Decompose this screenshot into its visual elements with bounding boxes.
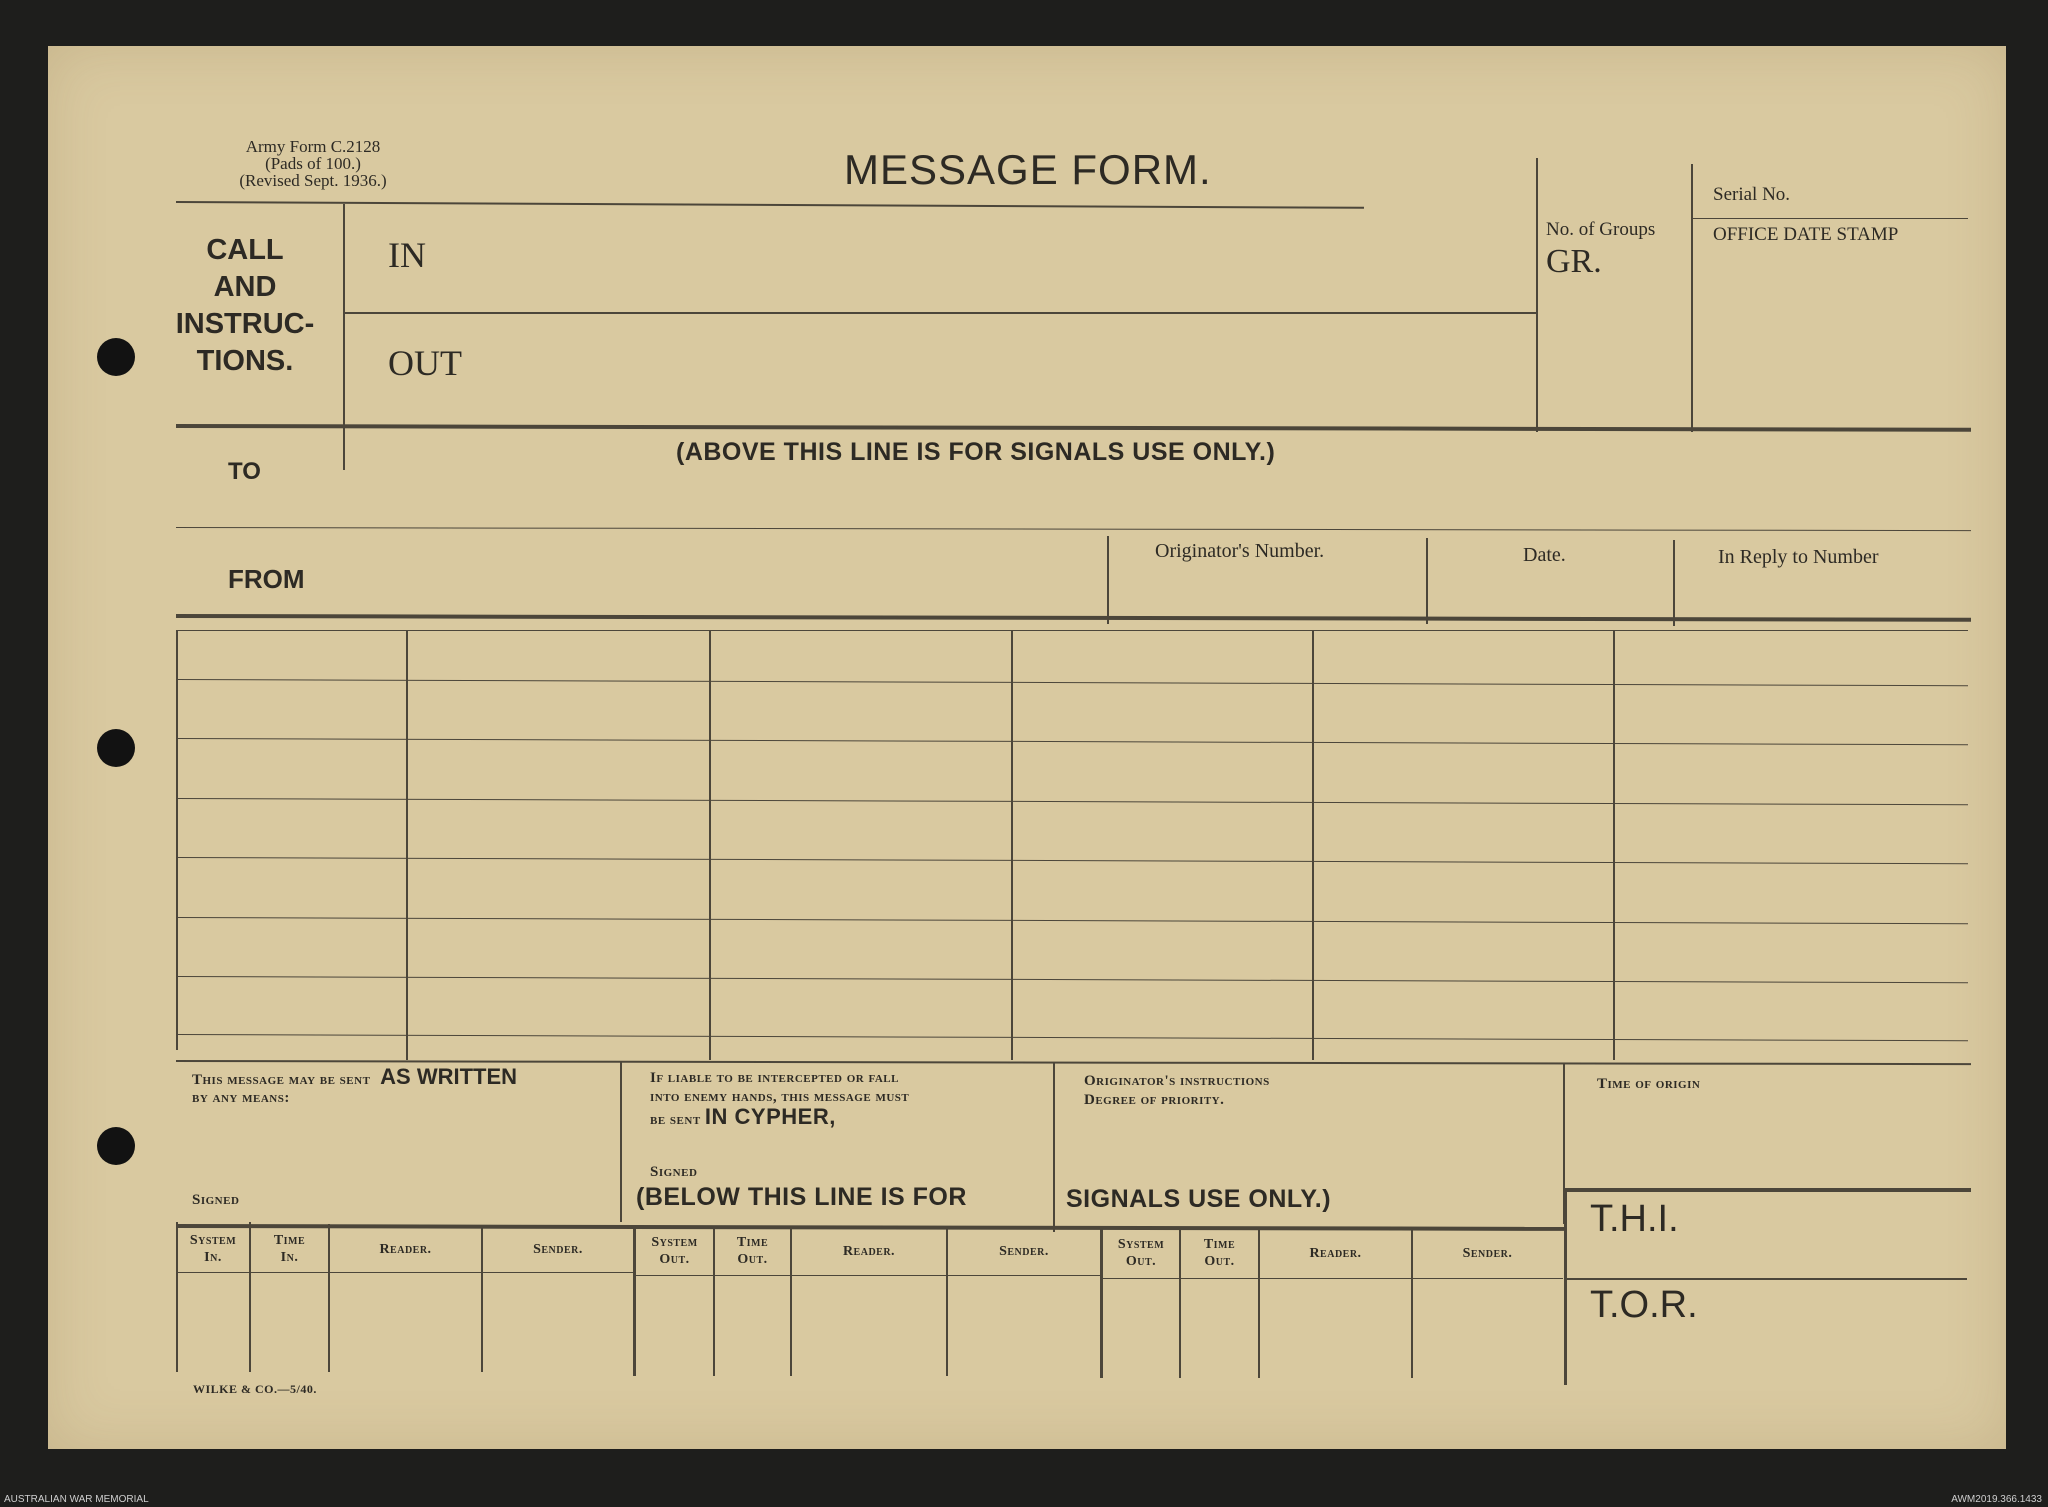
- reader-header-2: Reader.: [842, 1244, 896, 1259]
- instruc-label: INSTRUC-: [175, 308, 315, 340]
- above-line-notice: (ABOVE THIS LINE IS FOR SIGNALS USE ONLY.): [676, 438, 1276, 466]
- as-written-line: [192, 1064, 517, 1090]
- originators-instructions: [1084, 1072, 1270, 1110]
- from-label: FROM: [228, 564, 305, 594]
- time-out-header-1: [714, 1234, 791, 1268]
- header-line: [176, 201, 1364, 209]
- signals-line-above: [176, 424, 1971, 432]
- reader-header-3: Reader.: [1309, 1246, 1362, 1261]
- call-label: CALL: [206, 234, 284, 266]
- from-divider: [1107, 536, 1109, 624]
- tor-label: T.O.R.: [1590, 1284, 1698, 1326]
- form-number: [223, 138, 403, 189]
- time-out-header-1-line-2: Out.: [737, 1252, 768, 1267]
- in-field[interactable]: [388, 246, 1518, 296]
- time-in-header-line-1: Time: [273, 1233, 306, 1248]
- serial-no-label: Serial No.: [1713, 184, 1791, 205]
- no-of-groups-label: No. of Groups: [1546, 219, 1656, 240]
- originators-instructions-label: Originator's instructions: [1084, 1073, 1270, 1089]
- time-in-header-line-2: In.: [280, 1250, 299, 1265]
- thi-top-line: [1563, 1188, 1971, 1192]
- thi-tor-divider: [1567, 1278, 1967, 1280]
- and-label: AND: [213, 271, 277, 303]
- to-underline: [176, 527, 1971, 531]
- grid-col-divider-5: [1613, 630, 1615, 1060]
- grid-col-divider-4: [1312, 630, 1314, 1060]
- serial-underline: [1693, 218, 1968, 219]
- time-out-header-2: [1180, 1236, 1259, 1270]
- archive-footer-left: AUSTRALIAN WAR MEMORIAL: [4, 1494, 149, 1505]
- grid-row-line: [178, 917, 1968, 924]
- originators-number-label: Originator's Number.: [1155, 540, 1325, 562]
- time-of-origin-label: Time of origin: [1597, 1076, 1701, 1092]
- bt-header-underline: [636, 1275, 1100, 1276]
- time-out-header-2-line-2: Out.: [1204, 1254, 1235, 1269]
- by-any-means-text: by any means:: [192, 1090, 290, 1106]
- cypher-line-3: be sent: [650, 1112, 701, 1128]
- system-out-header-2-line-2: Out.: [1125, 1254, 1157, 1269]
- punch-hole-bottom: [97, 1127, 135, 1165]
- sender-header-3: Sender.: [1462, 1246, 1513, 1261]
- system-out-header-1-line-1: System: [651, 1235, 698, 1250]
- gr-label: GR.: [1546, 243, 1602, 280]
- office-date-stamp-label: OFFICE DATE STAMP: [1713, 224, 1899, 245]
- form-title: MESSAGE FORM.: [844, 146, 1212, 193]
- system-out-header-1: [635, 1234, 714, 1268]
- printer-imprint: WILKE & CO.—5/40.: [193, 1382, 317, 1396]
- message-grid[interactable]: [176, 620, 1971, 1100]
- grid-row-line: [178, 679, 1968, 686]
- in-out-divider: [345, 312, 1536, 314]
- instructions-divider-2: [1053, 1062, 1055, 1232]
- reply-divider: [1673, 540, 1675, 626]
- reader-header-1: Reader.: [379, 1242, 432, 1257]
- may-be-sent-text: This message may be sent: [192, 1072, 371, 1088]
- grid-row-line: [178, 857, 1968, 864]
- system-in-header-line-1: System: [189, 1233, 237, 1248]
- archive-footer-right: AWM2019.366.1433: [1951, 1494, 2042, 1505]
- bt-header-underline: [178, 1272, 633, 1273]
- out-field[interactable]: [388, 328, 1518, 378]
- cypher-line-2: into enemy hands, this message must: [650, 1089, 910, 1105]
- system-in-header: [176, 1232, 250, 1266]
- system-out-header-2-line-1: System: [1117, 1237, 1165, 1252]
- from-field[interactable]: [328, 561, 1138, 611]
- to-label: TO: [228, 458, 261, 485]
- cypher-line-1: If liable to be intercepted or fall: [650, 1070, 899, 1086]
- grid-row-line: [178, 738, 1968, 745]
- punch-hole-middle: [97, 729, 135, 767]
- time-in-header: [250, 1232, 329, 1266]
- grid-col-divider-2: [709, 630, 711, 1060]
- sender-header-1: Sender.: [533, 1242, 583, 1257]
- grid-row-line: [178, 976, 1968, 983]
- grid-col-divider-1: [406, 630, 408, 1060]
- message-form-sheet: [48, 46, 2006, 1449]
- time-out-header-2-line-1: Time: [1203, 1237, 1236, 1252]
- thi-left-border: [1564, 1190, 1567, 1385]
- groups-divider: [1536, 158, 1538, 432]
- system-out-header-2: [1102, 1236, 1180, 1270]
- in-reply-to-number-label: In Reply to Number: [1718, 546, 1879, 568]
- signed-left-label: Signed: [192, 1192, 240, 1208]
- punch-hole-top: [97, 338, 135, 376]
- thi-label: T.H.I.: [1590, 1198, 1679, 1240]
- grid-col-divider-3: [1011, 630, 1013, 1060]
- grid-row-line: [178, 1034, 1968, 1041]
- grid-row-line: [178, 798, 1968, 805]
- system-in-header-line-2: In.: [204, 1250, 222, 1265]
- degree-of-priority-label: Degree of priority.: [1084, 1092, 1225, 1108]
- below-line-notice-a: (BELOW THIS LINE IS FOR: [636, 1183, 967, 1211]
- to-field[interactable]: [288, 478, 1948, 524]
- signed-mid-label: Signed: [650, 1164, 698, 1180]
- tions-label: TIONS.: [196, 345, 294, 377]
- grid-left-border: [176, 630, 178, 1050]
- revised-label: (Revised Sept. 1936.): [239, 171, 387, 190]
- sender-header-2: Sender.: [999, 1244, 1049, 1259]
- time-out-header-1-line-1: Time: [736, 1235, 769, 1250]
- date-divider: [1426, 538, 1428, 624]
- call-divider: [343, 204, 345, 470]
- out-label: OUT: [388, 343, 462, 383]
- in-cypher-text: IN CYPHER,: [704, 1104, 836, 1129]
- system-out-header-1-line-2: Out.: [659, 1252, 690, 1267]
- instructions-divider-1: [620, 1062, 622, 1222]
- stamp-divider: [1691, 164, 1693, 432]
- bt-header-underline: [1103, 1278, 1563, 1279]
- grid-top-line: [178, 630, 1968, 631]
- as-written-text: AS WRITTEN: [380, 1064, 518, 1089]
- in-label: IN: [388, 235, 426, 275]
- signals-line-below: [176, 1224, 1566, 1231]
- army-form-label: Army Form C.2128: [245, 137, 381, 156]
- pads-label: (Pads of 100.): [265, 154, 361, 173]
- cypher-instructions: [650, 1069, 909, 1130]
- date-label: Date.: [1523, 544, 1566, 566]
- call-and-instructions-label: [168, 232, 322, 380]
- below-line-notice-b: SIGNALS USE ONLY.): [1066, 1185, 1332, 1213]
